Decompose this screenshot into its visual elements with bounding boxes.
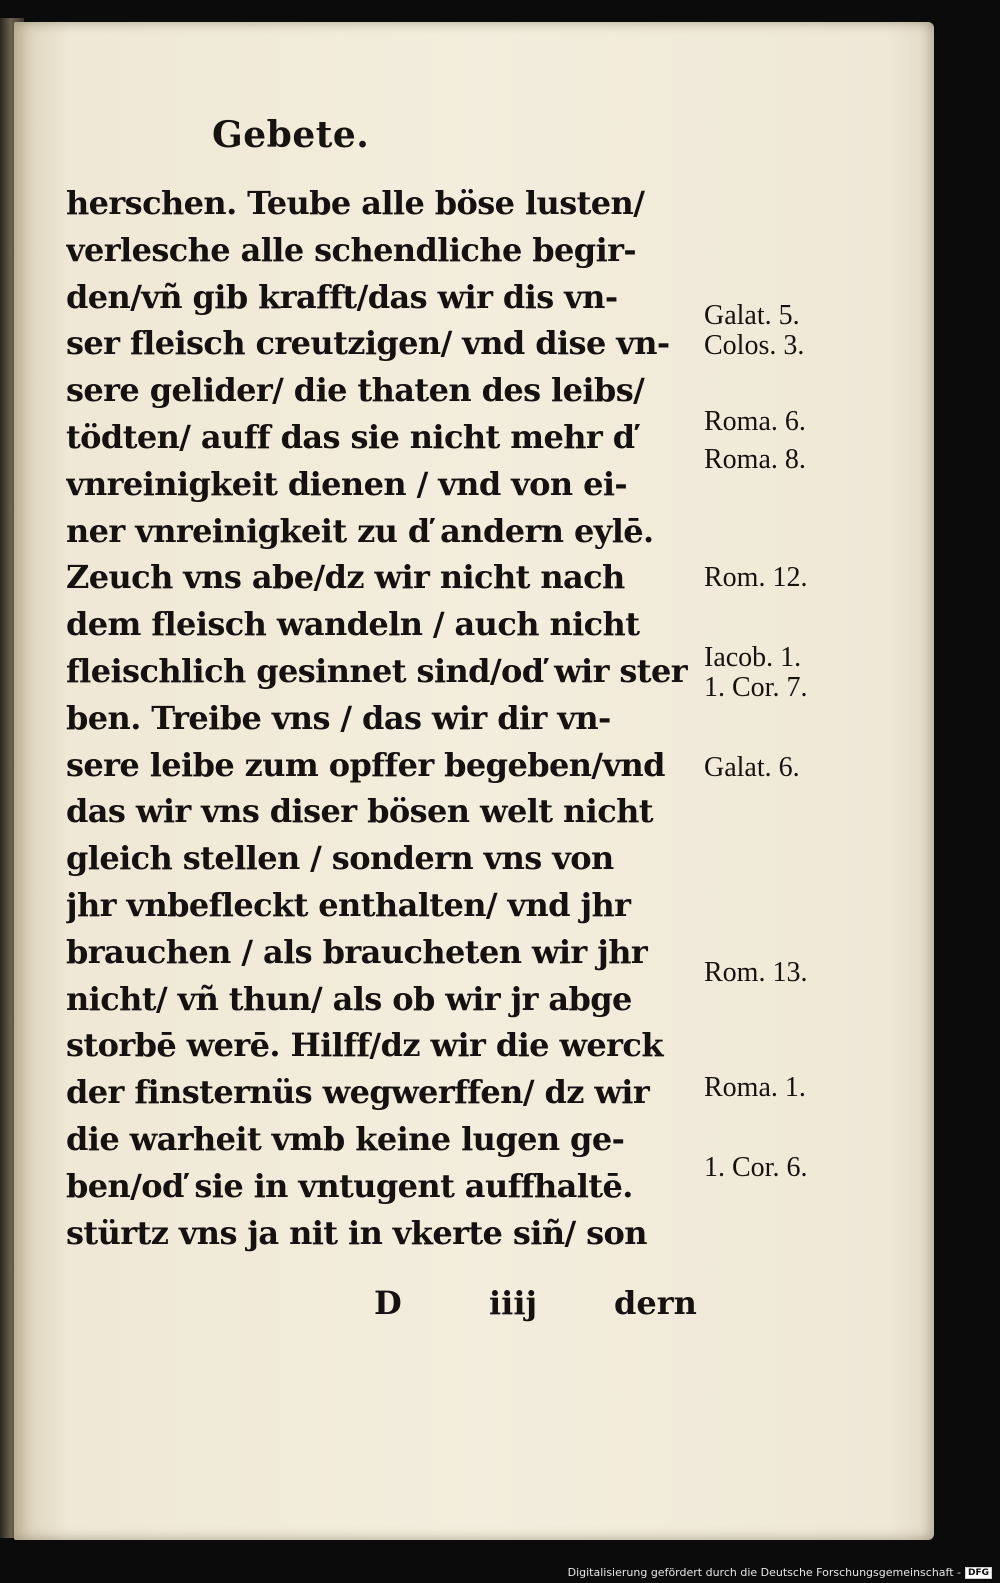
text-line: ben/oď sie in vntugent auffhaltē.: [66, 1166, 633, 1205]
marginal-note: Roma. 8.: [704, 444, 806, 475]
text-line: sere gelider/ die thaten des leibs/: [66, 371, 645, 410]
marginal-note: 1. Cor. 6.: [704, 1152, 808, 1183]
text-line: Zeuch vns abe/dz wir nicht nach: [66, 558, 625, 597]
catchword: dern: [614, 1284, 697, 1322]
marginal-note: Galat. 5.: [704, 300, 800, 331]
digitization-credit: [568, 1566, 992, 1579]
text-line: ner vnreinigkeit zu ď andern eylē.: [66, 511, 654, 550]
text-line: vnreinigkeit dienen / vnd von ei-: [66, 464, 628, 503]
text-line: der finsternüs wegwerffen/ dz wir: [66, 1073, 650, 1112]
marginal-note: Galat. 6.: [704, 752, 800, 783]
text-line: jhr vnbefleckt enthalten/ vnd jhr: [66, 885, 631, 924]
credit-text: Digitalisierung gefördert durch die Deutsche Forschungsgemeinschaft -: [567, 1566, 961, 1579]
marginal-note: Rom. 13.: [704, 957, 808, 988]
text-line: brauchen / als braucheten wir jhr: [66, 932, 648, 971]
signature-line: [374, 1284, 704, 1332]
marginal-note: 1. Cor. 7.: [704, 672, 808, 703]
marginal-note: Iacob. 1.: [704, 642, 802, 673]
marginal-note: Roma. 1.: [704, 1072, 806, 1103]
text-line: tödten/ auff das sie nicht mehr ď: [66, 417, 635, 456]
text-line: fleischlich gesinnet sind/oď wir ster: [66, 651, 688, 690]
text-line: dem fleisch wandeln / auch nicht: [66, 605, 640, 644]
dfg-logo: DFG: [965, 1567, 992, 1579]
text-line: stürtz vns ja nit in vkerte siñ/ son: [66, 1213, 647, 1252]
text-line: das wir vns diser bösen welt nicht: [66, 792, 653, 831]
text-line: nicht/ vñ thun/ als ob wir jr abge: [66, 979, 632, 1018]
text-line: ben. Treibe vns / das wir dir vn-: [66, 698, 611, 737]
text-line: gleich stellen / sondern vns von: [66, 839, 614, 878]
text-line: storbē werē. Hilff/dz wir die werck: [66, 1026, 663, 1065]
marginal-note: Roma. 6.: [704, 406, 806, 437]
marginal-note: Rom. 12.: [704, 562, 808, 593]
running-header: Gebete.: [212, 114, 370, 156]
text-line: sere leibe zum opffer begeben/vnd: [66, 745, 665, 784]
main-text-block: [66, 180, 706, 1256]
text-line: den/vñ gib krafft/das wir dis vn-: [66, 277, 618, 316]
marginal-note: Colos. 3.: [704, 330, 805, 361]
text-line: verlesche alle schendliche begir-: [66, 230, 637, 269]
text-line: die warheit vmb keine lugen ge-: [66, 1119, 625, 1158]
folio-number: iiij: [489, 1284, 538, 1322]
text-line: herschen. Teube alle böse lusten/: [66, 184, 645, 222]
text-line: ser fleisch creutzigen/ vnd dise vn-: [66, 324, 670, 363]
signature-mark: D: [374, 1284, 402, 1322]
book-page: [14, 22, 934, 1540]
